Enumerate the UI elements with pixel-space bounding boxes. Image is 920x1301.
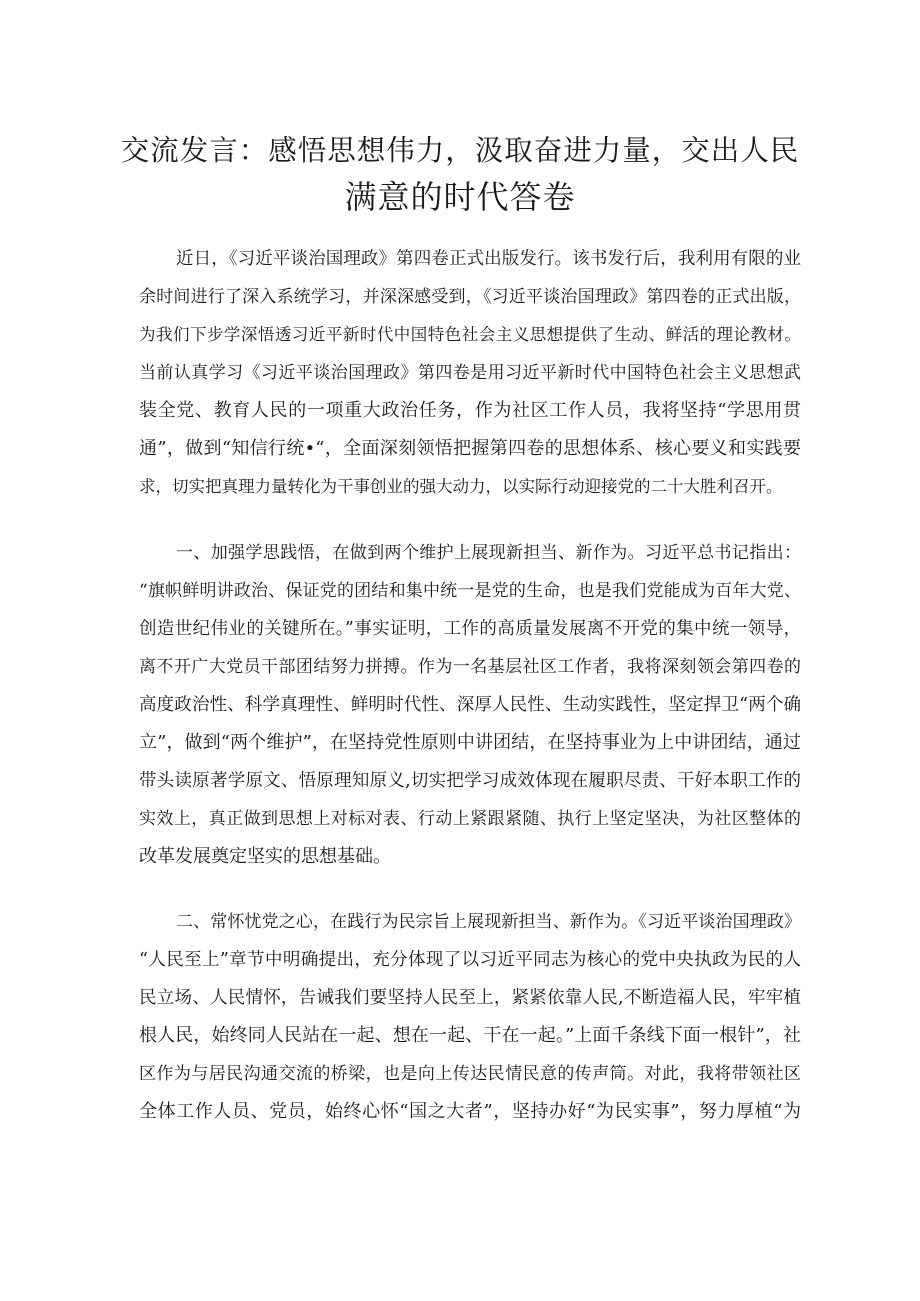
paragraph-line: 当前认真学习《习近平谈治国理政》第四卷是用习近平新时代中国特色社会主义思想武 xyxy=(139,363,801,383)
paragraph-line: 高度政治性、科学真理性、鲜明时代性、深厚人民性、生动实践性，坚定捍卫“两个确 xyxy=(139,695,801,715)
paragraph-line: 带头读原著学原文、悟原理知原义,切实把学习成效体现在履职尽责、干好本职工作的 xyxy=(139,771,801,791)
document-title xyxy=(120,128,800,220)
paragraph-line: 装全党、教育人民的一项重大政治任务，作为社区工作人员，我将坚持“学思用贯 xyxy=(139,400,801,421)
paragraph-line: 实效上，真正做到思想上对标对表、行动上紧跟紧随、执行上坚定坚决，为社区整体的 xyxy=(139,809,801,829)
paragraph-line: 改革发展奠定坚实的思想基础。 xyxy=(139,846,391,867)
paragraph-line: 近日，《习近平谈治国理政》第四卷正式出版发行。该书发行后，我利用有限的业 xyxy=(176,249,801,269)
paragraph-line: 余时间进行了深入系统学习，并深深感受到，《习近平谈治国理政》第四卷的正式出版， xyxy=(139,287,801,307)
paragraph-line: 民立场、人民情怀，告诫我们要坚持人民至上，紧紧依靠人民,不断造福人民，牢牢植 xyxy=(139,988,801,1008)
paragraph-line: “人民至上”章节中明确提出，充分体现了以习近平同志为核心的党中央执政为民的人 xyxy=(139,950,801,970)
paragraph-line: 一、加强学思践悟，在做到两个维护上展现新担当、新作为。习近平总书记指出： xyxy=(176,543,801,563)
paragraph-line: 求，切实把真理力量转化为干事创业的强大动力，以实际行动迎接党的二十大胜利召开。 xyxy=(139,477,783,496)
paragraph-line: 二、常怀忧党之心，在践行为民宗旨上展现新担当、新作为。《习近平谈治国理政》 xyxy=(176,912,801,932)
paragraph-line: 通”，做到“知信行统•“，全面深刻领悟把握第四卷的思想体系、核心要义和实践要 xyxy=(139,438,801,459)
paragraph-intro xyxy=(139,240,801,506)
title-line: 满意的时代答卷 xyxy=(344,178,576,216)
paragraph-line: 全体工作人员、党员，始终心怀“国之大者”，坚持办好“为民实事”，努力厚植“为 xyxy=(139,1101,801,1122)
paragraph-line: 区作为与居民沟通交流的桥梁，也是向上传达民情民意的传声筒。对此，我将带领社区 xyxy=(139,1064,801,1084)
paragraph-line: “旗帜鲜明讲政治、保证党的团结和集中统一是党的生命，也是我们党能成为百年大党、 xyxy=(139,581,801,601)
paragraph-line: 根人民，始终同人民站在一起、想在一起、干在一起。”上面千条线下面一根针”，社 xyxy=(139,1025,801,1046)
title-line: 交流发言：感悟思想伟力，汲取奋进力量，交出人民 xyxy=(120,134,800,167)
paragraph-line: 为我们下步学深悟透习近平新时代中国特色社会主义思想提供了生动、鲜活的理论教材。 xyxy=(139,325,801,344)
paragraph-section-two xyxy=(139,903,801,1131)
paragraph-line: 创造世纪伟业的关键所在。”事实证明，工作的高质量发展离不开党的集中统一领导， xyxy=(139,619,801,639)
paragraph-line: 离不开广大党员干部团结努力拼搏。作为一名基层社区工作者，我将深刻领会第四卷的 xyxy=(139,657,801,677)
paragraph-section-one xyxy=(139,534,801,876)
paragraph-line: 立”，做到“两个维护”，在坚持党性原则中讲团结，在坚持事业为上中讲团结，通过 xyxy=(139,732,801,753)
